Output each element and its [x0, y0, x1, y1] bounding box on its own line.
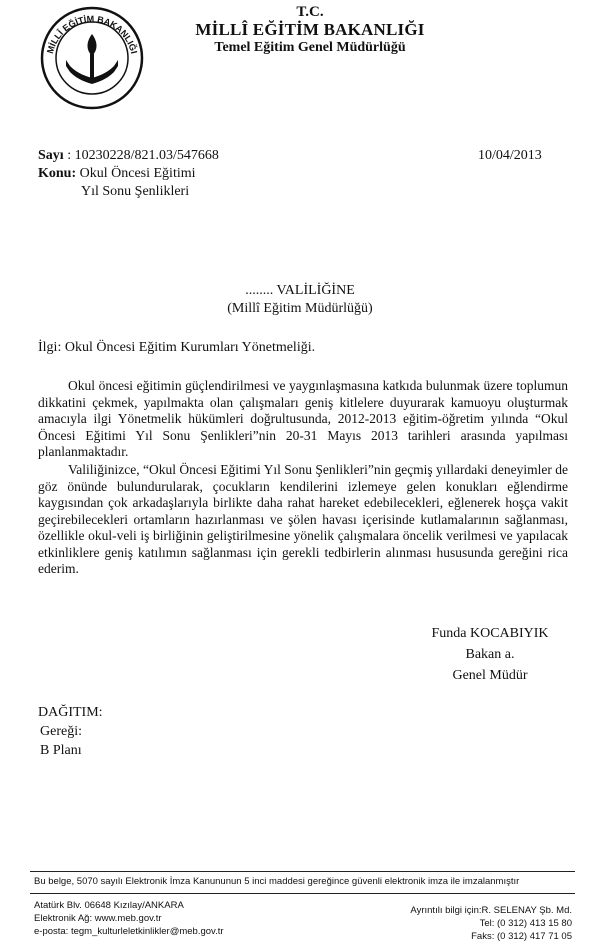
- signatory-title2: Genel Müdür: [452, 668, 528, 683]
- footer-divider-top: [30, 871, 575, 872]
- signature-block: [400, 623, 580, 686]
- e-signature-notice: Bu belge, 5070 sayılı Elektronik İmza Kanununun 5 inci maddesi gereğince güvenli elektronik imza ile imzalanmıştır: [34, 876, 520, 887]
- konu-line1: Okul Öncesi Eğitimi: [79, 166, 196, 181]
- footer-contact: Ayrıntılı bilgi için:R. SELENAY Şb. Md.: [410, 905, 572, 916]
- signatory-title1: Bakan a.: [465, 647, 515, 662]
- footer-right: [372, 904, 572, 943]
- header-department: Temel Eğitim Genel Müdürlüğü: [214, 40, 406, 55]
- header-ministry: MİLLÎ EĞİTİM BAKANLIĞI: [195, 20, 425, 39]
- distribution-title: DAĞITIM:: [38, 705, 103, 720]
- konu-label: Konu:: [38, 166, 77, 181]
- konu-line: [38, 166, 196, 182]
- distribution-block: [38, 703, 103, 760]
- distribution-item-2: B Planı: [40, 743, 82, 758]
- sayi-value: : 10230228/821.03/547668: [67, 148, 219, 163]
- sayi-label: Sayı: [38, 148, 64, 163]
- footer-left: [34, 899, 224, 938]
- signatory-name: Funda KOCABIYIK: [431, 626, 549, 641]
- ilgi-line: İlgi: Okul Öncesi Eğitim Kurumları Yönetmeliği.: [38, 340, 316, 355]
- body-paragraph-2: Valiliğinizce, “Okul Öncesi Eğitimi Yıl Sonu Şenlikleri”nin geçmiş yıllardaki deneyimler de göz önünde bulundurularak, çocukların kendilerini izlemeye gelen konukları eğlendirme kaygısından çok arkadaşlarıyla birlikte daha rahat hareket edebilecekleri, eğlenerek hoşça vakit geçirebilecekleri ortamların hazırlanması ve şölen havası içerisinde kutlamalarının sağlanması, özellikle okul-veli iş birliğinin geliştirilmesine yönelik çalışmalara öncelik verilmesi ve yapılacak etkinliklere geniş katılımın sağlanması için gerekli tedbirlerin alınması hususunda gereğini rica ederim.: [38, 462, 569, 576]
- footer-web: Elektronik Ağ: www.meb.gov.tr: [34, 913, 162, 924]
- addressee-line1: ........ VALİLİĞİNE: [245, 283, 355, 298]
- ministry-logo: [38, 4, 146, 112]
- footer-address: Atatürk Blv. 06648 Kızılay/ANKARA: [34, 900, 184, 911]
- header-tc: T.C.: [296, 4, 324, 20]
- addressee-line2: (Millî Eğitim Müdürlüğü): [227, 301, 373, 316]
- konu-line2: Yıl Sonu Şenlikleri: [81, 184, 190, 199]
- body-paragraph-1: Okul öncesi eğitimin güçlendirilmesi ve yaygınlaşmasına katkıda bulunmak üzere toplumun dikkatini çekmek, yapılmakta olan çalışmaları geniş kitlelere duyurarak kamuoyu oluşturmak amacıyla ilgi Yönetmelik hükümleri doğrultusunda, 2012-2013 eğitim-öğretim yılında “Okul Öncesi Eğitimi Yıl Sonu Şenlikleri”nin 20-31 Mayıs 2013 tarihleri arasında yapılması planlanmaktadır.: [38, 378, 568, 459]
- sayi-line: [38, 148, 219, 164]
- footer-tel: Tel: (0 312) 413 15 80: [479, 918, 572, 929]
- svg-text:MİLLÎ EĞİTİM BAKANLIĞI: MİLLÎ EĞİTİM BAKANLIĞI: [44, 13, 140, 55]
- distribution-item-1: Gereği:: [40, 724, 82, 739]
- footer-fax: Faks: (0 312) 417 71 05: [471, 931, 572, 942]
- document-date: 10/04/2013: [478, 148, 542, 163]
- footer-email: e-posta: tegm_kulturleletkinlikler@meb.gov.tr: [34, 926, 224, 937]
- footer-divider-bottom: [30, 893, 575, 894]
